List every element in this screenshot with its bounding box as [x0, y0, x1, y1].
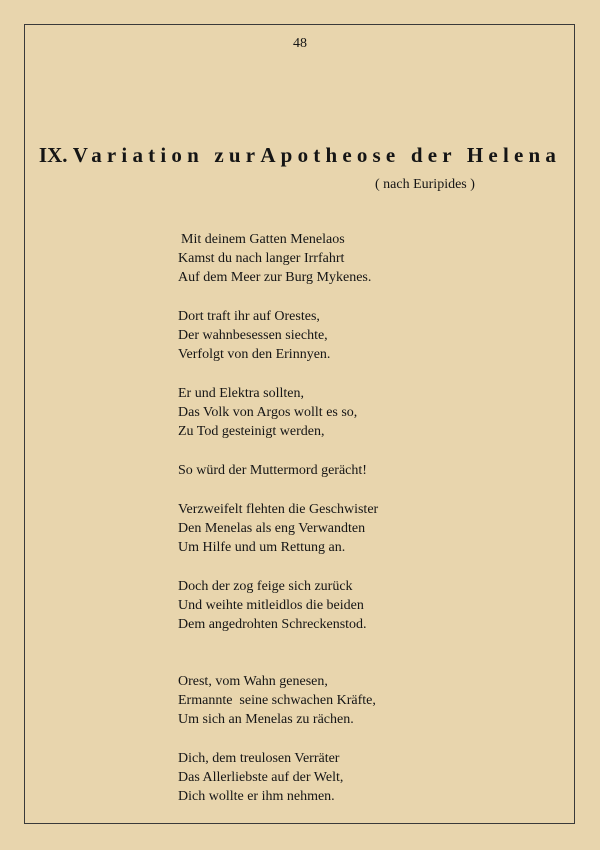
- poem-title: [0, 143, 600, 167]
- poem-line: Dort traft ihr auf Orestes,: [178, 309, 320, 324]
- poem-line: Mit deinem Gatten Menelaos: [181, 232, 345, 247]
- poem-line: Verzweifelt flehten die Geschwister: [178, 502, 379, 517]
- poem-subtitle: ( nach Euripides ): [375, 177, 475, 192]
- stanza: [178, 307, 558, 364]
- poem-line: Der wahnbesessen siechte,: [178, 328, 328, 343]
- page-number: 48: [293, 36, 307, 51]
- stanza: [178, 577, 558, 634]
- poem-line: Zu Tod gesteinigt werden,: [178, 424, 325, 439]
- poem-line: Auf dem Meer zur Burg Mykenes.: [178, 270, 372, 285]
- title-text: Variation zurApotheose der Helena: [72, 143, 562, 167]
- poem-line: Das Allerliebste auf der Welt,: [178, 770, 344, 785]
- poem-line: Den Menelas als eng Verwandten: [178, 521, 366, 536]
- stanza: [178, 749, 558, 806]
- poem-line: Und weihte mitleidlos die beiden: [178, 598, 364, 613]
- poem-line: Dich, dem treulosen Verräter: [178, 751, 340, 766]
- poem-line: Orest, vom Wahn genesen,: [178, 674, 328, 689]
- stanza: [178, 461, 558, 480]
- poem-line: Um sich an Menelas zu rächen.: [178, 712, 354, 727]
- poem-line: Um Hilfe und um Rettung an.: [178, 540, 346, 555]
- poem-line: Dich wollte er ihm nehmen.: [178, 789, 335, 804]
- stanza: [178, 500, 558, 557]
- poem-line: Kamst du nach langer Irrfahrt: [178, 251, 345, 266]
- stanza: [178, 384, 558, 441]
- title-numeral: IX.: [38, 143, 68, 167]
- poem-line: Doch der zog feige sich zurück: [178, 579, 353, 594]
- poem-line: So würd der Muttermord gerächt!: [178, 463, 367, 478]
- stanza: [178, 230, 558, 287]
- poem-line: Verfolgt von den Erinnyen.: [178, 347, 331, 362]
- poem-line: Er und Elektra sollten,: [178, 386, 304, 401]
- poem-line: Dem angedrohten Schreckenstod.: [178, 617, 367, 632]
- poem-line: Das Volk von Argos wollt es so,: [178, 405, 358, 420]
- poem-line: Ermannte seine schwachen Kräfte,: [178, 693, 376, 708]
- poem-body: [178, 230, 558, 826]
- stanza: [178, 672, 558, 729]
